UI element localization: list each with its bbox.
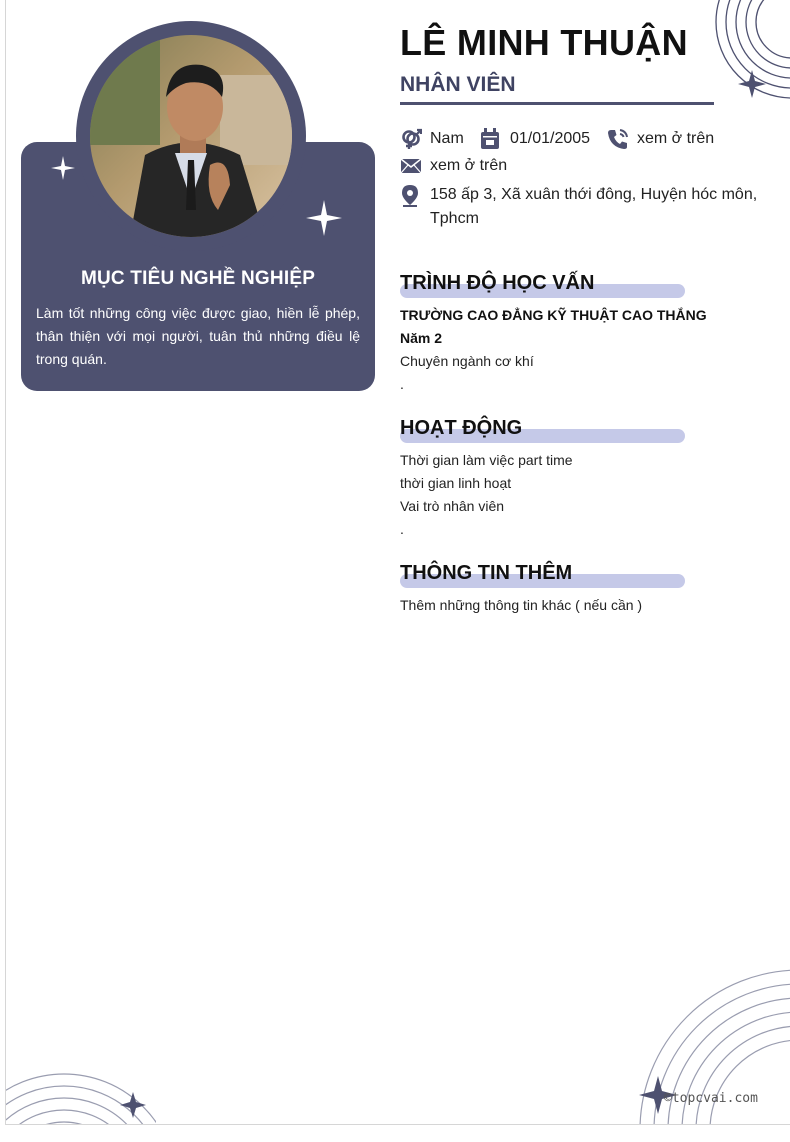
gender-info xyxy=(400,128,464,150)
top-right-arcs-decoration xyxy=(700,0,790,110)
page-border-bottom xyxy=(5,1124,790,1125)
address-value: 158 ấp 3, Xã xuân thới đông, Huyện hóc môn, Tphcm xyxy=(430,186,758,227)
phone-value: xem ở trên xyxy=(637,130,715,147)
activities-line: Vai trò nhân viên xyxy=(400,498,505,514)
bottom-left-arcs-decoration xyxy=(6,1068,156,1124)
email-value: xem ở trên xyxy=(430,157,508,174)
activities-title: HOẠT ĐỘNG xyxy=(400,417,523,439)
gender-value: Nam xyxy=(430,130,464,147)
sparkle-icon xyxy=(306,200,342,236)
education-title: TRÌNH ĐỘ HỌC VẤN xyxy=(400,272,595,294)
activities-line: Thời gian làm việc part time xyxy=(400,452,573,468)
watermark: ©topcvai.com xyxy=(664,1091,758,1106)
candidate-name: LÊ MINH THUẬN xyxy=(400,22,688,63)
extra-text: Thêm những thông tin khác ( nếu cần ) xyxy=(400,597,643,613)
extra-title: THÔNG TIN THÊM xyxy=(400,562,573,584)
education-school: TRƯỜNG CAO ĐẲNG KỸ THUẬT CAO THẮNG xyxy=(400,307,707,323)
candidate-role: NHÂN VIÊN xyxy=(400,73,516,96)
gender-icon xyxy=(400,128,422,150)
sparkle-icon xyxy=(738,70,766,98)
email-icon xyxy=(400,156,422,176)
education-note: . xyxy=(400,376,404,392)
birthday-value: 01/01/2005 xyxy=(510,130,591,147)
calendar-icon xyxy=(480,128,500,150)
avatar xyxy=(90,35,292,237)
phone-icon xyxy=(607,128,629,150)
phone-info xyxy=(607,128,714,150)
activities-line: . xyxy=(400,521,404,537)
objective-text: Làm tốt những công việc được giao, hiền lễ phép, thân thiện với mọi người, tuân thủ những điều lệ trong quán. xyxy=(36,305,360,367)
sparkle-icon xyxy=(120,1092,146,1118)
education-year: Năm 2 xyxy=(400,330,443,346)
role-underline xyxy=(400,102,714,105)
objective-title: MỤC TIÊU NGHỀ NGHIỆP xyxy=(80,268,316,289)
activities-line: thời gian linh hoạt xyxy=(400,475,512,491)
email-info xyxy=(400,156,507,176)
sparkle-icon xyxy=(51,156,75,180)
location-icon xyxy=(401,185,419,207)
birthday-info xyxy=(480,128,590,150)
education-major: Chuyên ngành cơ khí xyxy=(400,353,534,369)
page-border-left xyxy=(5,0,6,1125)
